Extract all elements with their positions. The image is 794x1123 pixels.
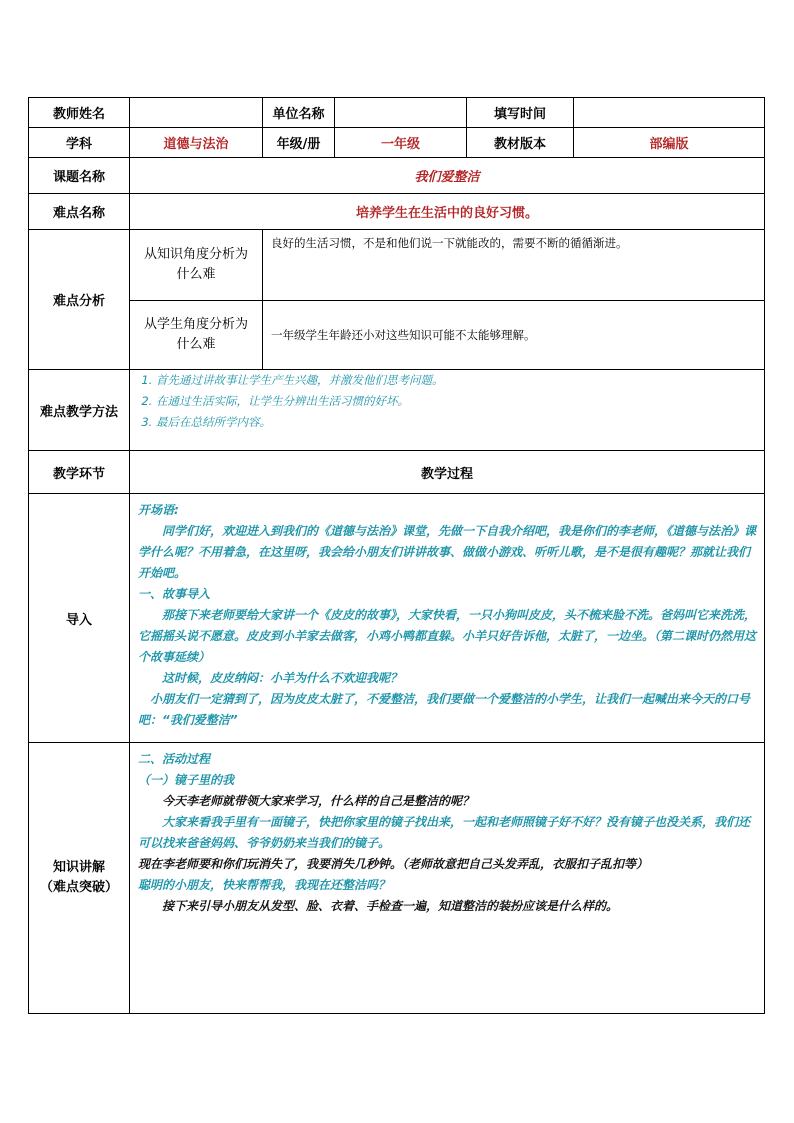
lesson-plan-table [28,97,765,1014]
intro-row [29,494,765,743]
method-item: 3. 最后在总结所学内容。 [156,412,756,433]
process-header: 教学过程 [130,451,765,494]
knowledge-question: 从知识角度分析为什么难 [130,230,263,301]
knowledge-p4: 聪明的小朋友，快来帮帮我，我现在还整洁吗？ [138,878,391,892]
topic-row [29,158,765,194]
student-answer: 一年级学生年龄还小对这些知识可能不太能够理解。 [263,301,765,370]
knowledge-p5: 接下来引导小朋友从发型、脸、衣着、手检查一遍，知道整洁的装扮应该是什么样的。 [162,899,619,913]
unit-name-label: 单位名称 [263,98,335,128]
opening-title: 开场语: [138,503,179,517]
topic-value: 我们爱整洁 [130,158,765,194]
analysis-row-knowledge [29,230,765,301]
method-item: 1. 首先通过讲故事让学生产生兴趣，并激发他们思考问题。 [156,370,756,391]
analysis-label: 难点分析 [29,230,130,370]
knowledge-label: 知识讲解 [52,860,105,875]
difficulty-label: 难点名称 [29,194,130,230]
knowledge-row [29,743,765,1014]
mirror-title: （一）镜子里的我 [138,773,235,787]
teacher-name-label: 教师姓名 [29,98,130,128]
question-text: 这时候，皮皮纳闷：小羊为什么不欢迎我呢？ [162,671,403,685]
topic-label: 课题名称 [29,158,130,194]
intro-content [130,494,765,743]
unit-name-value [335,98,467,128]
knowledge-p1: 今天李老师就带领大家来学习，什么样的自己是整洁的呢？ [162,794,475,808]
difficulty-value: 培养学生在生活中的良好习惯。 [130,194,765,230]
fill-date-value [574,98,765,128]
student-question: 从学生角度分析为什么难 [130,301,263,370]
analysis-row-student [29,301,765,370]
methods-row [29,370,765,451]
info-row-2 [29,128,765,158]
edition-label: 教材版本 [467,128,574,158]
knowledge-answer: 良好的生活习惯，不是和他们说一下就能改的，需要不断的循循渐进。 [263,230,765,301]
method-item: 2. 在通过生活实际，让学生分辨出生活习惯的好坏。 [156,391,756,412]
story-title: 一、故事导入 [138,587,211,601]
opening-text: 同学们好，欢迎进入到我们的《道德与法治》课堂，先做一下自我介绍吧，我是你们的李老师，《道德与法治》课学什么呢？不用着急，在这里呀，我会给小朋友们讲讲故事、做做小游戏、听听儿歌，是不是很有趣呢？那就让我们开始吧。 [138,524,757,580]
subject-label: 学科 [29,128,130,158]
fill-date-label: 填写时间 [467,98,574,128]
subject-value: 道德与法治 [130,128,263,158]
stage-header: 教学环节 [29,451,130,494]
difficulty-row [29,194,765,230]
knowledge-label-cell [29,743,130,1014]
knowledge-p3: 现在李老师要和你们玩消失了，我要消失几秒钟。（老师故意把自己头发弄乱，衣服扣子乱扣等） [138,857,649,871]
answer-text: 小朋友们一定猜到了，因为皮皮太脏了，不爱整洁，我们要做一个爱整洁的小学生，让我们一起喊出来今天的口号吧：“我们爱整洁” [138,692,751,727]
grade-label: 年级/册 [263,128,335,158]
intro-label: 导入 [29,494,130,743]
edition-value: 部编版 [574,128,765,158]
activity-title: 二、活动过程 [138,752,211,766]
methods-list-cell [130,370,765,451]
story-text: 那接下来老师要给大家讲一个《皮皮的故事》，大家快看，一只小狗叫皮皮，头不梳来脸不洗。爸妈叫它来洗洗，它摇摇头说不愿意。皮皮到小羊家去做客，小鸡小鸭都直躲。小羊只好告诉他，太脏了，一边坐。（第二课时仍然用这个故事延续） [138,608,757,664]
knowledge-content [130,743,765,1014]
lesson-plan-sheet [28,97,764,1014]
teacher-name-value [130,98,263,128]
methods-list [138,370,756,433]
info-row-1 [29,98,765,128]
knowledge-sub-label: （难点突破） [39,880,118,895]
knowledge-p2: 大家来看我手里有一面镜子，快把你家里的镜子找出来，一起和老师照镜子好不好？没有镜子也没关系，我们还可以找来爸爸妈妈、爷爷奶奶来当我们的镜子。 [138,815,751,850]
grade-value: 一年级 [335,128,467,158]
methods-label: 难点教学方法 [29,370,130,451]
process-header-row [29,451,765,494]
